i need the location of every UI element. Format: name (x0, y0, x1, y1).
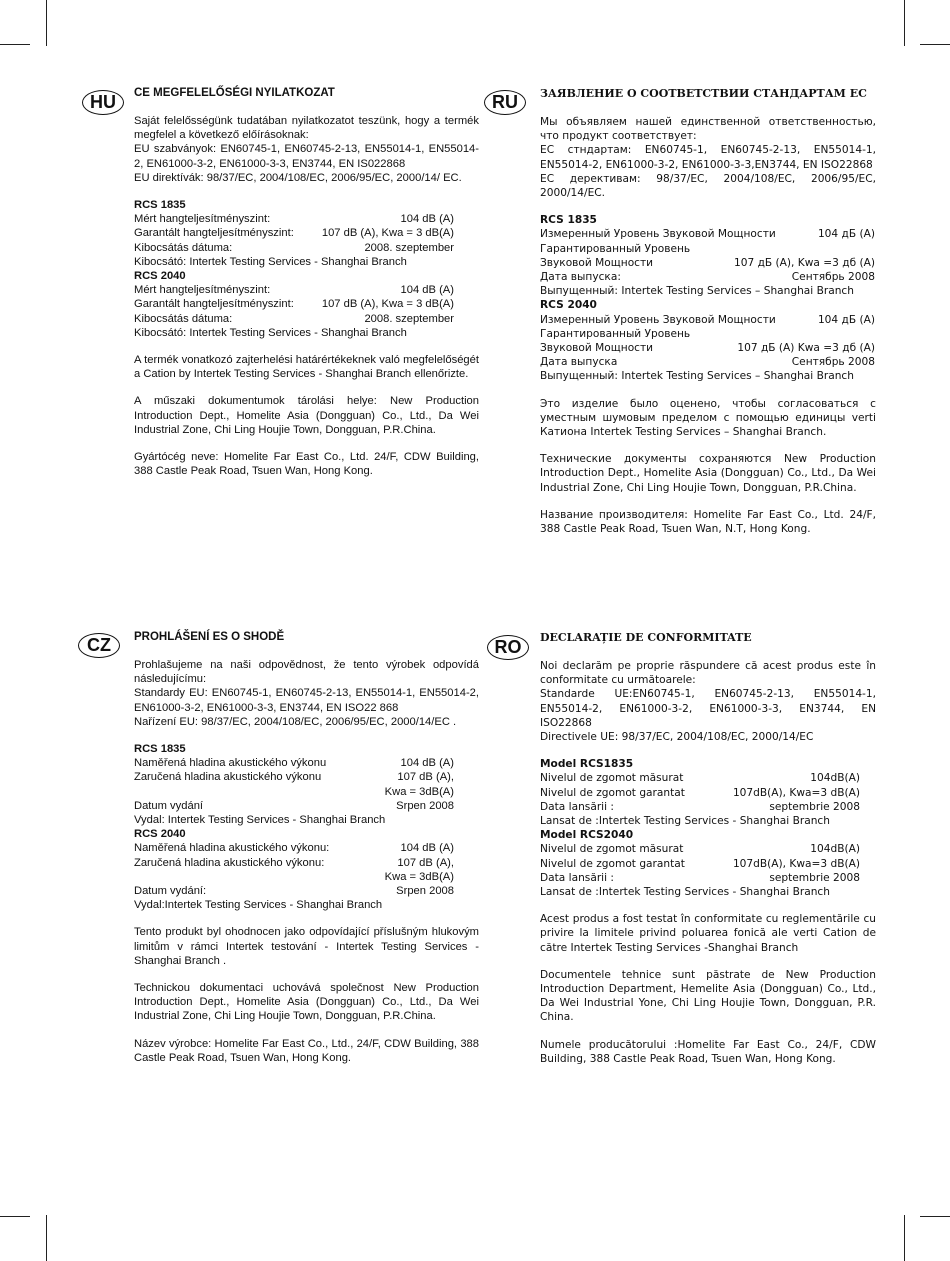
section-title: ЗАЯВЛЕНИЕ О СООТВЕТСТВИИ СТАНДАРТАМ ЕС (540, 87, 867, 100)
intro-line: Saját felelősségünk tudatában nyilatkozatot teszünk, hogy a termék megfelel a következő előírásoknak: (134, 115, 479, 142)
intro-line: Standardy EU: EN60745-1, EN60745-2-13, EN55014-1, EN55014-2, EN61000-3-2, EN61000-3-3, EN3744, EN ISO22 868 (134, 687, 479, 714)
spec-label: Naměřená hladina akustického výkonu: (134, 842, 330, 855)
spec-value: 104 дБ (А) (817, 313, 875, 326)
section-cz (134, 631, 479, 1078)
spec-row (540, 786, 860, 800)
intro-line: ЕС дерективам: 98/37/EC, 2004/108/EC, 2006/95/EC, 2000/14/EC. (540, 172, 876, 200)
spec-row (134, 770, 454, 784)
spec-row (540, 313, 875, 327)
spec-value: 107dB(A), Kwa=3 dB(A) (732, 786, 860, 799)
issuer-line: Lansat de :Intertek Testing Services - Shanghai Branch (540, 815, 830, 828)
spec-label: Гарантированный Уровень (540, 327, 691, 340)
section-hu (134, 87, 479, 491)
body-paragraph: Acest produs a fost testat în conformitate cu reglementările cu privire la limitele privind poluarea fonică ale verti Cation de către Intertek Testing Services -Shanghai Branch (540, 913, 876, 954)
spec-value: Srpen 2008 (396, 885, 454, 898)
issuer-line: Vydal:Intertek Testing Services - Shanghai Branch (134, 899, 383, 912)
spec-row (134, 297, 454, 311)
body-paragraph: Documentele tehnice sunt păstrate de New Production Introduction Department, Hemelite Asia (Dongguan) Co., Ltd., Da Wei Industrial Yone, Chi Ling Houjie Town, Dongguan, P.R. China. (540, 968, 876, 1024)
crop-mark (46, 1215, 47, 1261)
spec-value: 104 dB (A) (400, 757, 454, 770)
spec-value: Srpen 2008 (396, 799, 454, 812)
spec-value: Kwa = 3dB(A) (384, 785, 454, 798)
model-name: Model RCS1835 (540, 758, 634, 771)
spec-label: Nivelul de zgomot garantat (540, 786, 685, 799)
spec-label: Гарантированный Уровень (540, 242, 691, 255)
intro-line: EU direktívák: 98/37/EC, 2004/108/EC, 2006/95/EC, 2000/14/ EC. (134, 171, 462, 184)
spec-row (540, 871, 860, 885)
model-specs (134, 742, 454, 912)
model-specs (540, 213, 875, 383)
spec-label: Nivelul de zgomot garantat (540, 857, 685, 870)
issuer-line: Vydal: Intertek Testing Services - Shanghai Branch (134, 814, 386, 827)
spec-row (134, 884, 454, 898)
model-name: RCS 2040 (540, 299, 597, 312)
spec-label: Измеренный Уровень Звуковой Мощности (540, 228, 776, 241)
spec-row (134, 785, 454, 799)
body-paragraph: Gyártócég neve: Homelite Far East Co., Ltd. 24/F, CDW Building, 388 Castle Peak Road, Tsuen Wan, Hong Kong. (134, 451, 479, 478)
body-paragraph: Это изделие было оценено, чтобы согласоваться с уместным шумовым пределом с помощью единицы verti Катиона Intertek Testing Services – Shanghai Branch. (540, 397, 876, 439)
spec-value: 104 dB (A) (400, 284, 454, 297)
model-name: Model RCS2040 (540, 829, 634, 842)
intro-line: EU szabványok: EN60745-1, EN60745-2-13, EN55014-1, EN55014-2, EN61000-3-2, EN61000-3-3, EN3744, EN IS022868 (134, 143, 479, 170)
spec-value: 107 dB (A), Kwa = 3 dB(A) (321, 227, 454, 240)
spec-label: Дата выпуска (540, 356, 618, 369)
spec-value: 107 dB (A), Kwa = 3 dB(A) (321, 298, 454, 311)
spec-row (540, 800, 860, 814)
issuer-line: Kibocsátó: Intertek Testing Services - Shanghai Branch (134, 255, 407, 268)
spec-label: Звуковой Мощности (540, 256, 654, 269)
spec-row (134, 241, 454, 255)
body-paragraph: A termék vonatkozó zajterhelési határértékeknek való megfelelőségét a Cation by Intertek Testing Services - Shanghai Branch ellenőrizte. (134, 354, 479, 381)
spec-label: Zaručená hladina akustického výkonu: (134, 856, 325, 869)
issuer-line: Lansat de :Intertek Testing Services - Shanghai Branch (540, 886, 830, 899)
spec-label: Datum vydání (134, 799, 204, 812)
intro-line: Мы объявляем нашей единственной ответственностью, что продукт соответствует: (540, 116, 876, 143)
spec-label: Kibocsátás dátuma: (134, 312, 233, 325)
body-paragraph: Название производителя: Homelite Far East Co., Ltd. 24/F, 388 Castle Peak Road, Tsuen Wan, N.T, Hong Kong. (540, 508, 876, 536)
spec-value: septembrie 2008 (769, 800, 860, 813)
intro-paragraph (540, 659, 876, 744)
intro-line: Standarde UE:EN60745-1, EN60745-2-13, EN55014-1, EN55014-2, EN61000-3-2, EN61000-3-3, EN3744, EN ISO22868 (540, 688, 876, 729)
model-name: RCS 2040 (134, 270, 186, 283)
spec-row (134, 312, 454, 326)
spec-label: Data lansării : (540, 800, 615, 813)
model-name: RCS 1835 (134, 199, 186, 212)
section-ru (540, 87, 876, 549)
spec-value: 104 dB (A) (400, 213, 454, 226)
crop-mark (920, 44, 950, 45)
spec-label: Дата выпуска: (540, 271, 621, 284)
spec-label: Измеренный Уровень Звуковой Мощности (540, 313, 776, 326)
spec-row (540, 857, 860, 871)
spec-label: Nivelul de zgomot măsurat (540, 843, 684, 856)
model-specs (540, 757, 860, 899)
crop-mark (46, 0, 47, 46)
model-name: RCS 1835 (134, 743, 186, 756)
crop-mark (0, 44, 30, 45)
body-paragraph: A műszaki dokumentumok tárolási helye: New Production Introduction Dept., Homelite Asia (Dongguan) Co., Ltd., Da Wei Industrial Zone, Chi Ling Houjie Town, Dongguan, P.R.China. (134, 395, 479, 436)
spec-value: 107 dB (A), (397, 856, 454, 869)
issuer-line: Выпущенный: Intertek Testing Services – Shanghai Branch (540, 370, 854, 383)
crop-mark (904, 1215, 905, 1261)
crop-mark (920, 1216, 950, 1217)
spec-row (540, 355, 875, 369)
section-title: PROHLÁŠENÍ ES O SHODĚ (134, 631, 285, 643)
spec-value: 107 дБ (А) Kwa =3 дб (А) (737, 342, 875, 355)
body-paragraph: Numele producătorului :Homelite Far East Co., 24/F, CDW Building, 388 Castle Peak Road, Tsuen Wan, Hong Kong. (540, 1038, 876, 1065)
spec-label: Garantált hangteljesítményszint: (134, 227, 294, 240)
spec-value: Сентябрь 2008 (791, 356, 875, 369)
spec-label: Mért hangteljesítményszint: (134, 284, 271, 297)
spec-row (540, 256, 875, 270)
intro-line: Noi declarăm pe proprie răspundere că acest produs este în conformitate cu următoarele: (540, 660, 876, 687)
spec-value: 104 дБ (А) (817, 228, 875, 241)
spec-label: Kibocsátás dátuma: (134, 241, 233, 254)
section-title: DECLARAȚIE DE CONFORMITATE (540, 631, 752, 644)
spec-row (540, 341, 875, 355)
spec-value: 104 dB (A) (400, 842, 454, 855)
spec-value: Kwa = 3dB(A) (384, 870, 454, 883)
section-title: CE MEGFELELŐSÉGI NYILATKOZAT (134, 87, 335, 99)
spec-row (134, 756, 454, 770)
model-name: RCS 1835 (540, 214, 597, 227)
body-paragraph: Technickou dokumentaci uchovává společnost New Production Introduction Dept., Homelite Asia (Dongguan) Co., Ltd., Da Wei Industrial Zone, Chi Ling Houjie Town, Dongguan, P.R.China. (134, 982, 479, 1023)
spec-row (134, 212, 454, 226)
spec-row (540, 242, 875, 256)
spec-row (540, 842, 860, 856)
body-paragraph: Технические документы сохраняются New Production Introduction Dept., Homelite Asia (Dongguan) Co., Ltd., Da Wei Industrial Zone, Chi Ling Houjie Town, Dongguan, P.R.China. (540, 453, 876, 494)
intro-line: Directivele UE: 98/37/EC, 2004/108/EC, 2000/14/EC (540, 731, 814, 744)
spec-label: Naměřená hladina akustického výkonu (134, 757, 327, 770)
spec-row (134, 870, 454, 884)
spec-row (540, 227, 875, 241)
spec-label: Звуковой Мощности (540, 342, 654, 355)
spec-row (134, 283, 454, 297)
spec-row (134, 226, 454, 240)
crop-mark (904, 0, 905, 46)
spec-row (134, 799, 454, 813)
spec-label: Garantált hangteljesítményszint: (134, 298, 294, 311)
model-specs (134, 198, 454, 340)
intro-line: ЕС стндартам: EN60745-1, EN60745-2-13, EN55014-1, EN55014-2, EN61000-3-2, EN61000-3-3,EN3744, EN ISO22868 (540, 144, 876, 171)
issuer-line: Выпущенный: Intertek Testing Services – Shanghai Branch (540, 285, 854, 298)
spec-value: 107dB(A), Kwa=3 dB(A) (732, 857, 860, 870)
intro-line: Prohlašujeme na naši odpovědnost, že tento výrobek odpovídá následujícímu: (134, 659, 479, 686)
spec-value: Сентябрь 2008 (791, 271, 875, 284)
language-badge-ru: RU (484, 90, 526, 115)
spec-value: septembrie 2008 (769, 871, 860, 884)
intro-paragraph (540, 115, 876, 200)
body-paragraph: Tento produkt byl ohodnocen jako odpovídající příslušným hlukovým limitům v rámci Intertek testování - Intertek Testing Services - Shanghai Branch . (134, 926, 479, 967)
spec-label: Mért hangteljesítményszint: (134, 213, 271, 226)
spec-row (540, 771, 860, 785)
spec-value: 2008. szeptember (364, 241, 454, 254)
spec-value: 104dB(A) (810, 772, 860, 785)
spec-value: 2008. szeptember (364, 312, 454, 325)
body-paragraph: Název výrobce: Homelite Far East Co., Ltd., 24/F, CDW Building, 388 Castle Peak Road, Tsuen Wan, Hong Kong. (134, 1037, 479, 1064)
crop-mark (0, 1216, 30, 1217)
spec-row (134, 841, 454, 855)
intro-paragraph (134, 114, 479, 185)
spec-value: 107 дБ (А), Kwa =3 дб (А) (734, 256, 875, 269)
spec-value: 104dB(A) (810, 843, 860, 856)
intro-line: Nařízení EU: 98/37/EC, 2004/108/EC, 2006/95/EC, 2000/14/EC . (134, 715, 457, 728)
language-badge-ro: RO (487, 635, 529, 660)
spec-value: 107 dB (A), (397, 771, 454, 784)
spec-row (134, 856, 454, 870)
intro-paragraph (134, 658, 479, 729)
spec-row (540, 327, 875, 341)
language-badge-cz: CZ (78, 633, 120, 658)
spec-label: Zaručená hladina akustického výkonu (134, 771, 322, 784)
issuer-line: Kibocsátó: Intertek Testing Services - Shanghai Branch (134, 326, 407, 339)
language-badge-hu: HU (82, 90, 124, 115)
section-ro (540, 631, 876, 1079)
spec-label: Data lansării : (540, 871, 615, 884)
spec-label: Nivelul de zgomot măsurat (540, 772, 684, 785)
spec-label: Datum vydání: (134, 885, 207, 898)
spec-row (540, 270, 875, 284)
model-name: RCS 2040 (134, 828, 186, 841)
